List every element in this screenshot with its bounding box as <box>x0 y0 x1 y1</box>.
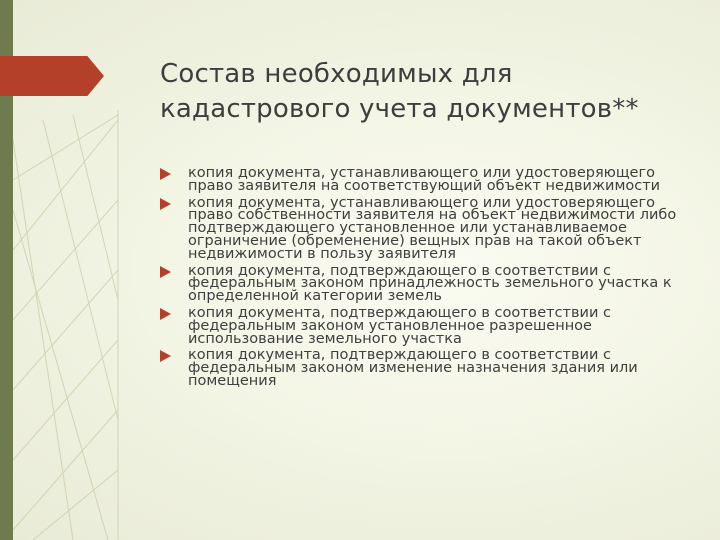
triangle-bullet-icon <box>160 350 171 362</box>
list-item-text: копия документа, подтверждающего в соответствии с федеральным законом установленное разрешенное использование земельного участка <box>188 304 611 347</box>
list-item <box>160 304 680 347</box>
list-item <box>160 349 680 387</box>
accent-arrow-tab <box>0 56 104 96</box>
list-item <box>160 262 680 305</box>
triangle-bullet-icon <box>160 266 171 278</box>
triangle-bullet-icon <box>160 308 171 320</box>
triangle-bullet-icon <box>160 168 171 180</box>
list-item-text: копия документа, устанавливающего или удостоверяющего право заявителя на соответствующий объект недвижимости <box>188 165 661 194</box>
list-item-text: копия документа, подтверждающего в соответствии с федеральным законом изменение назначения здания или помещения <box>188 347 638 389</box>
slide-title: Состав необходимых для кадастрового учета документов** <box>160 59 639 124</box>
list-item-text: копия документа, подтверждающего в соответствии с федеральным законом принадлежность земельного участка к определенной категории земель <box>188 262 672 305</box>
bullet-list <box>160 167 680 392</box>
list-item <box>160 194 680 262</box>
list-item <box>160 167 680 193</box>
list-item-text: копия документа, устанавливающего или удостоверяющего право собственности заявителя на объект недвижимости либо подтверждающего установленное или устанавливаемое ограничение (обременение) вещных прав на такой объект недвижимости в пользу заявителя <box>188 194 677 262</box>
triangle-bullet-icon <box>160 198 171 210</box>
